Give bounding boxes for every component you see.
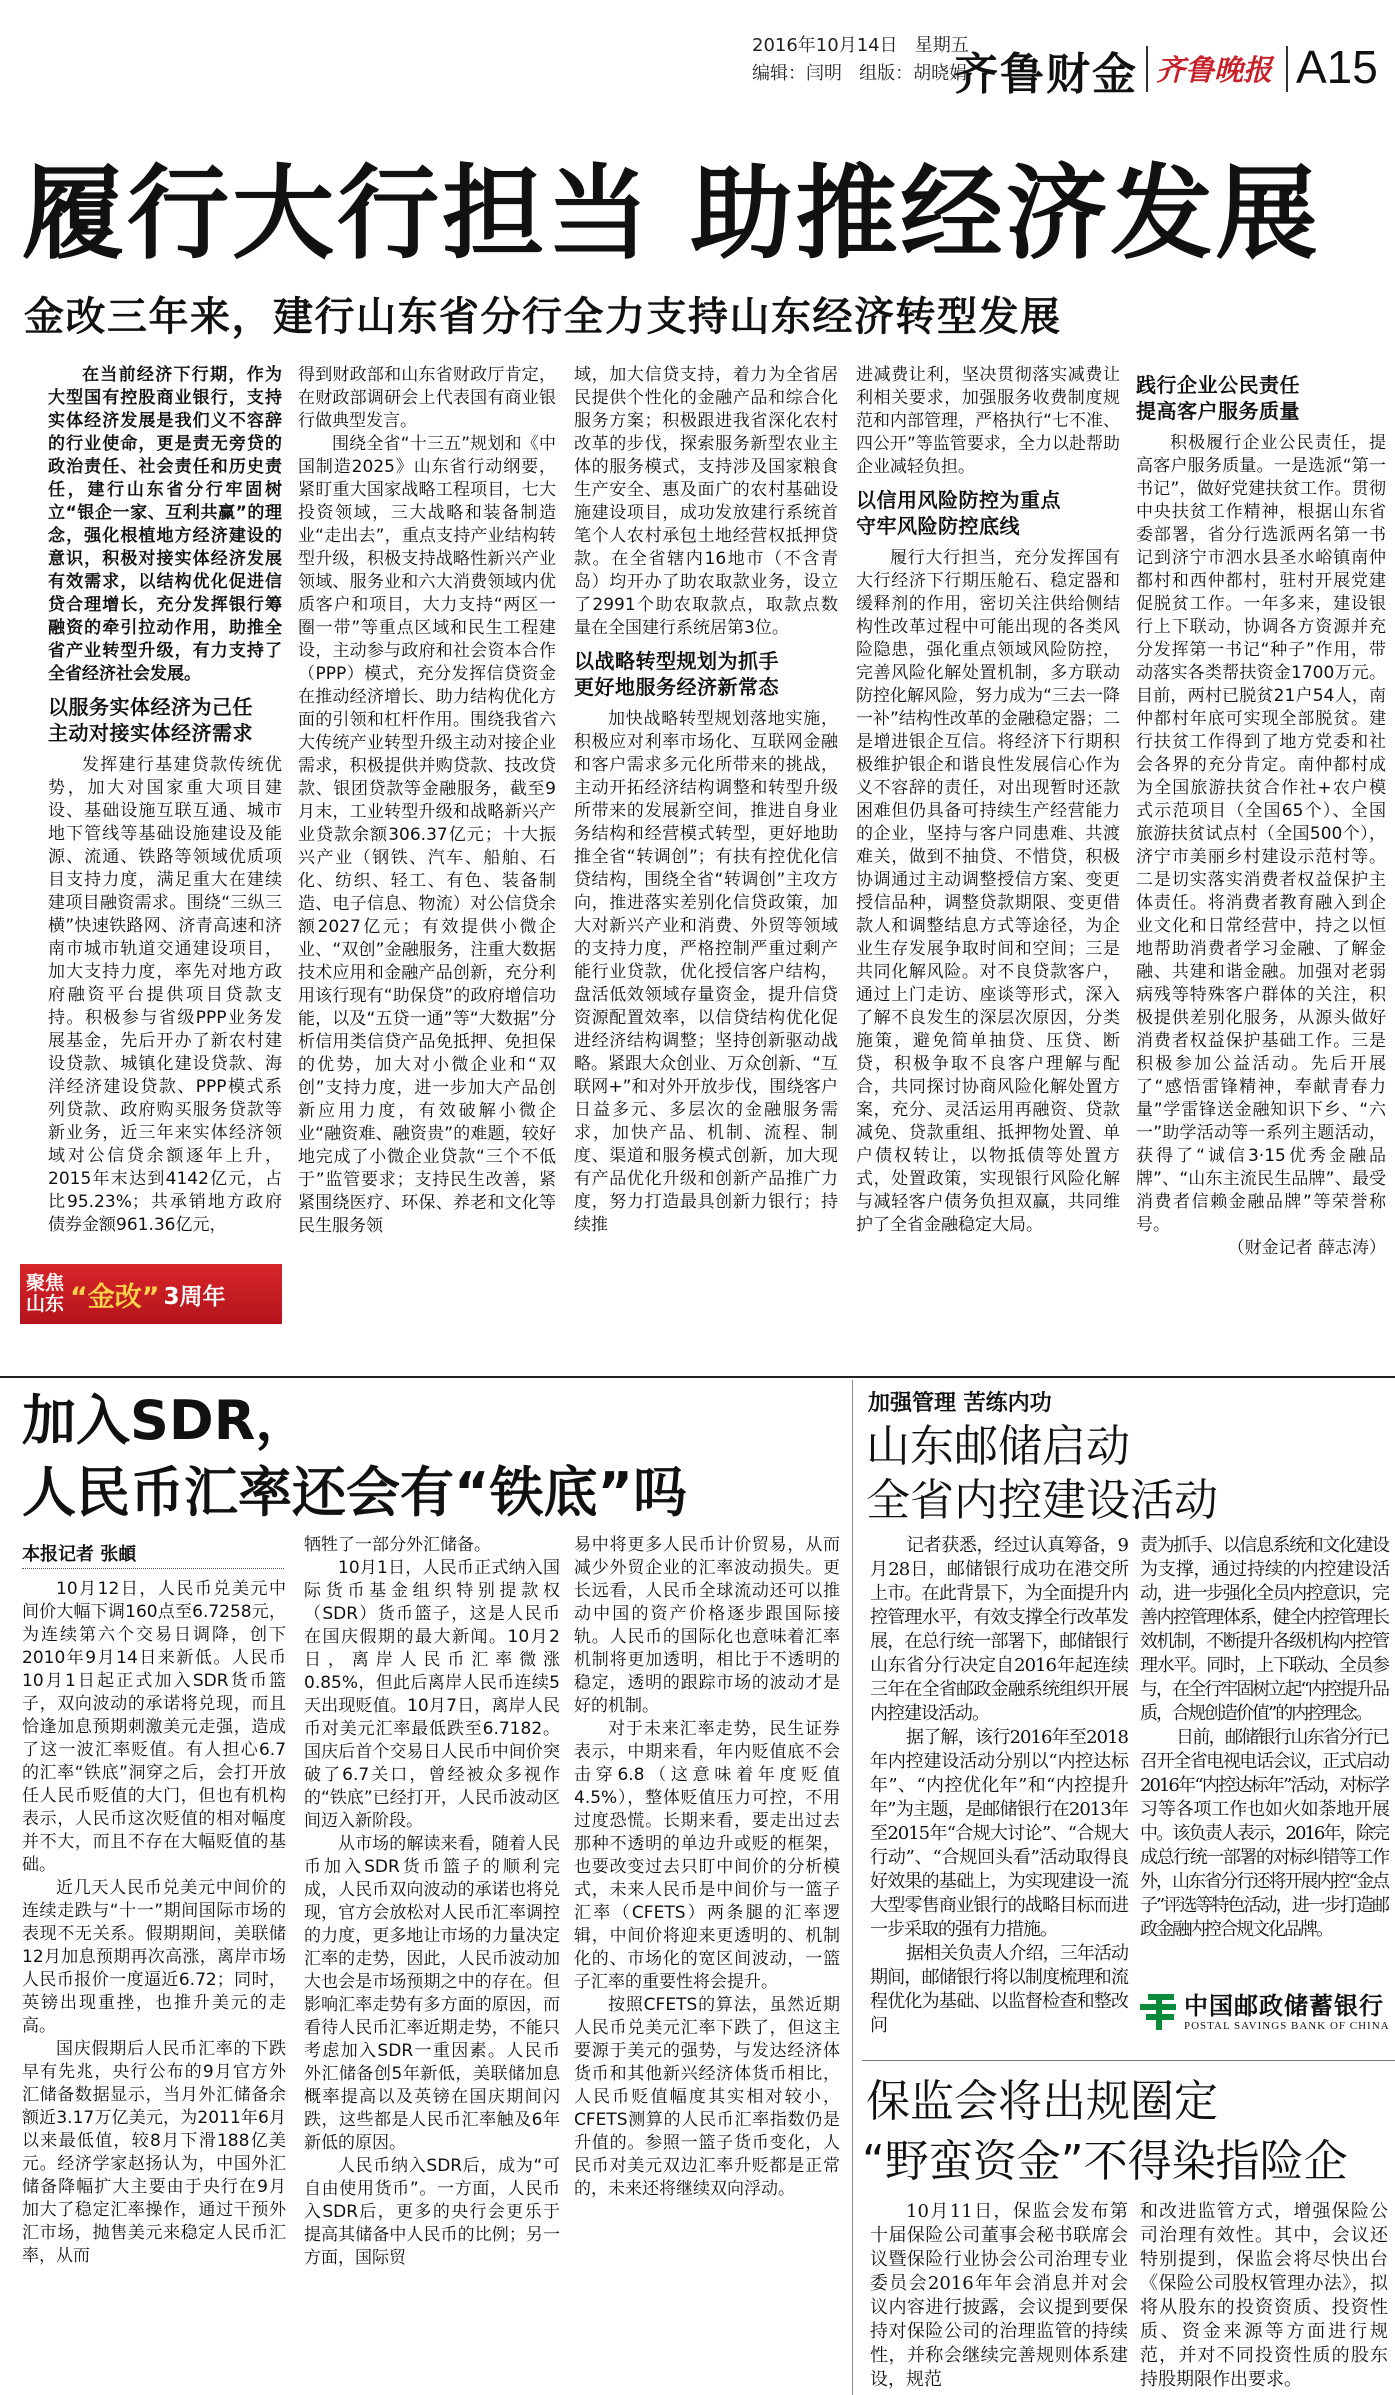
- article-column: [298, 364, 556, 1238]
- section-subheading: 践行企业公民责任 提高客户服务质量: [1136, 373, 1300, 423]
- article-headline: 保监会将出规圈定: [866, 2076, 1218, 2127]
- divider: [1286, 46, 1288, 92]
- psbc-logo: [1138, 1992, 1390, 2032]
- paragraph: 牺牲了一部分外汇储备。: [304, 1535, 491, 1555]
- article-column: [1140, 2200, 1388, 2392]
- article-column: [574, 1534, 840, 2201]
- paragraph: 日前，邮储银行山东省分行已召开全省电视电话会议，正式启动2016年“内控达标年”活动，对标学习等各项工作也如火如荼地开展中。该负责人表示，2016年，除完成总行统一部署的对标纠错等工作外，山东省分行还将开展内控“金点子”评选等特色活动，进一步打造邮政金融内控合规文化品牌。: [1140, 1727, 1388, 1940]
- article-column: [1136, 364, 1386, 1260]
- article-column: [870, 2200, 1128, 2392]
- article-column: [22, 1578, 286, 2268]
- banner-main: “金改”: [70, 1281, 160, 1313]
- editor-text: 编辑：闫明: [752, 63, 842, 84]
- paragraph: 围绕全省“十三五”规划和《中国制造2025》山东省行动纲要，紧盯重大国家战略工程项目，七大投资领域，三大战略和装备制造业“走出去”，重点支持产业结构转型升级，积极支持战略性新兴产业领域、服务业和六大消费领域内优质客户和项目，大力支持“两区一圈一带”等重点区域和民生工程建设，主动参与政府和社会资本合作（PPP）模式，充分发挥信贷资金在推动经济增长、助力结构优化方面的引领和杠杆作用。围绕我省六大传统产业转型升级主动对接企业需求，积极提供并购贷款、技改贷款、银团贷款等金融服务，截至9月末，工业转型升级和战略新兴产业贷款余额306.37亿元；十大振兴产业（钢铁、汽车、船舶、石化、纺织、轻工、有色、装备制造、电子信息、物流）对公信贷余额2027亿元；有效提供小微企业、“双创”金融服务，注重大数据技术应用和金融产品创新，充分利用该行现有“助保贷”的政府增信功能，以及“五贷一通”等“大数据”分析信用类信贷产品免抵押、免担保的优势，加大对小微企业和“双创”支持力度，进一步加大产品创新应用力度，有效破解小微企业“融资难、融资贵”的难题，较好地完成了小微企业贷款“三个不低于”监管要求；支持民生改善，紧紧围绕医疗、环保、养老和文化等民生服务领: [298, 434, 556, 1236]
- lead-paragraph: 在当前经济下行期，作为大型国有控股商业银行，支持实体经济发展是我们义不容辞的行业使命，更是责无旁贷的政治责任、社会责任和历史责任，建行山东省分行牢固树立“银企一家、互利共赢”的理念，强化根植地方经济建设的意识，积极对接实体经济发展有效需求，以结构优化促进信贷合理增长，充分发挥银行筹融资的牵引拉动作用，助推全省产业转型升级，有力支持了全省经济社会发展。: [48, 365, 282, 684]
- paragraph: 进减费让利，坚决贯彻落实减费让利相关要求，加强服务收费制度规范和内部管理，严格执行“七不准、四公开”等监管要求，全力以赴帮助企业减轻负担。: [856, 365, 1120, 477]
- article-headline: 人民币汇率还会有“铁底”吗: [22, 1461, 687, 1524]
- editor-credits: [752, 62, 967, 86]
- article-column: [574, 364, 838, 1237]
- paragraph: 责为抓手、以信息系统和文化建设为支撑，通过持续的内控建设活动，进一步强化全员内控意识，完善内控管理体系，健全内控管理长效机制，不断提升各级机构内控管理水平。同时，上下联动、全员参与，在全行牢固树立起“内控提升品质，合规创造价值”的内控理念。: [1140, 1535, 1388, 1724]
- article-column: [856, 364, 1120, 1237]
- article-headline: 履行大行担当 助推经济发展: [22, 155, 1321, 274]
- weekday-text: 星期五: [914, 35, 969, 56]
- banner-tail: 3周年: [163, 1283, 226, 1310]
- page-number: A15: [1296, 41, 1378, 93]
- section-title: 齐鲁财金: [954, 49, 1138, 100]
- article-headline: 加入SDR，: [22, 1389, 310, 1452]
- psbc-logo-cn: 中国邮政储蓄银行: [1184, 1991, 1384, 2020]
- paragraph: 加快战略转型规划落地实施，积极应对利率市场化、互联网金融和客户需求多元化所带来的挑战，主动开拓经济结构调整和转型升级所带来的发展新空间，推进自身业务结构和经营模式转型，更好地助推全省“转调创”；有扶有控优化信贷结构，围绕全省“转调创”主攻方向，推进落实差别化信贷政策，加大对新兴产业和消费、外贸等领域的支持力度，严格控制严重过剩产能行业贷款，优化授信客户结构，盘活低效领域存量资金，提升信贷资源配置效率，以信贷结构优化促进经济结构调整；坚持创新驱动战略。紧跟大众创业、万众创新、“互联网+”和对外开放步伐，围绕客户日益多元、多层次的金融服务需求，加快产品、机制、流程、制度、渠道和服务模式创新，加大现有产品优化升级和创新产品推广力度，努力打造最具创新力银行；持续推: [574, 709, 838, 1235]
- article-column: [870, 1534, 1128, 2038]
- paragraph: 按照CFETS的算法，虽然近期人民币兑美元汇率下跌了，但这主要源于美元的强势，与发达经济体货币和其他新兴经济体货币相比，人民币贬值幅度其实相对较小，CFETS测算的人民币汇率指数仍是升值的。参照一篮子货币变化，人民币对美元双边汇率升贬都是正常的，未来还将继续双向浮动。: [574, 1995, 840, 2199]
- section-subheading: 以战略转型规划为抓手 更好地服务经济新常态: [574, 649, 779, 699]
- banner-text: 山东: [26, 1293, 65, 1315]
- byline: 本报记者 张頔: [22, 1540, 284, 1569]
- article-headline: “野蛮资金”不得染指险企: [862, 2136, 1348, 2187]
- article-headline: 山东邮储启动: [866, 1421, 1130, 1472]
- section-rule: [862, 2060, 1395, 2061]
- article-column: [304, 1534, 560, 2270]
- article-column: [1140, 1534, 1388, 1942]
- paragraph: 从市场的解读来看，随着人民币加入SDR货币篮子的顺利完成，人民币双向波动的承诺也将兑现，官方会放松对人民币汇率调控的力度，更多地让市场的力量决定汇率的走势，因此，人民币波动加大也会是市场预期之中的存在。但影响汇率走势有多方面的原因，而看待人民币汇率近期走势，不能只考虑加入SDR一重因素。人民币外汇储备创5年新低，美联储加息概率提高以及英镑在国庆期间闪跌，这些都是人民币汇率触及6年新低的原因。: [304, 1834, 560, 2153]
- article-column: [48, 364, 282, 1237]
- article-kicker: 加强管理 苦练内功: [868, 1391, 1052, 1416]
- paragraph: 域，加大信贷支持，着力为全省居民提供个性化的金融产品和综合化服务方案；积极跟进我省深化农村改革的步伐，探索服务新型农业主体的服务模式，支持涉及国家粮食生产安全、惠及面广的农村基础设施建设项目，成功发放建行系统首笔个人农村承包土地经营权抵押贷款。在全省辖内16地市（不含青岛）均开办了助农取款业务，设立了2991个助农取款点，取款点数量在全国建行系统居第3位。: [574, 365, 838, 638]
- paragraph: 近几天人民币兑美元中间价的连续走跌与“十一”期间国际市场的表现不无关系。假期期间，美联储12月加息预期再次高涨，离岸市场人民币报价一度逼近6.72；同时，英镑出现重挫，也推升美元的走高。: [22, 1878, 286, 2036]
- paragraph: 人民币纳入SDR后，成为“可自由使用货币”。一方面，人民币入SDR后，更多的央行会更乐于提高其储备中人民币的比例；另一方面，国际贸: [304, 2156, 560, 2268]
- article-subheadline: 金改三年来，建行山东省分行全力支持山东经济转型发展: [24, 294, 1062, 340]
- section-subheading: 以信用风险防控为重点 守牢风险防控底线: [856, 488, 1061, 538]
- paragraph: 记者获悉，经过认真筹备，9月28日，邮储银行成功在港交所上市。在此背景下，为全面提升内控管理水平，有效支撑全行改革发展，在总行统一部署下，邮储银行山东省分行决定自2016年起连续三年在全省邮政金融系统组织开展内控建设活动。: [870, 1535, 1128, 1724]
- column-rule: [852, 1380, 853, 2395]
- byline: （财金记者 薛志涛）: [1227, 1238, 1386, 1258]
- psbc-emblem-icon: [1138, 1992, 1178, 2032]
- date-text: 2016年10月14日: [752, 35, 898, 56]
- paragraph: 对于未来汇率走势，民生证券表示，中期来看，年内贬值底不会击穿6.8（这意味着年度贬值4.5%），整体贬值压力可控，不用过度恐慌。长期来看，要走出过去那种不透明的单边升或贬的框架，也要改变过去只盯中间价的分析模式，未来人民币是中间价与一篮子汇率（CFETS）两条腿的汇率逻辑，中间价将迎来更透明的、机制化的、市场化的宽区间波动，一篮子汇率的重要性将会提升。: [574, 1719, 840, 1992]
- paragraph: 10月1日，人民币正式纳入国际货币基金组织特别提款权（SDR）货币篮子，这是人民币在国庆假期的最大新闻。10月2日，离岸人民币汇率微涨0.85%，但此后离岸人民币连续5天出现贬值。10月7日，离岸人民币对美元汇率最低跌至6.7182。国庆后首个交易日人民币中间价突破了6.7关口，曾经被众多视作的“铁底”已经打开，人民币波动区间迈入新阶段。: [304, 1558, 560, 1831]
- paragraph: 发挥建行基建贷款传统优势，加大对国家重大项目建设、基础设施互联互通、城市地下管线等基础设施建设及能源、流通、铁路等领域优质项目支持力度，满足重大在建续建项目融资需求。围绕“三纵三横”快速铁路网、济青高速和济南市城市轨道交通建设项目，加大支持力度，率先对地方政府融资平台提供项目贷款支持。积极参与省级PPP业务发展基金，先后开办了新农村建设贷款、城镇化建设贷款、海洋经济建设贷款、PPP模式系列贷款、政府购买服务贷款等新业务，近三年来实体经济领域对公信贷余额逐年上升，2015年末达到4142亿元，占比95.23%；共承销地方政府债券金额961.36亿元，: [48, 755, 282, 1235]
- paragraph: 据了解，该行2016年至2018年内控建设活动分别以“内控达标年”、“内控优化年”和“内控提升年”为主题，是邮储银行在2013年至2015年“合规大讨论”、“合规大行动”、“合规回头看”活动取得良好效果的基础上，为实现建设一流大型零售商业银行的战略目标而进一步采取的强有力措施。: [870, 1727, 1128, 1940]
- paragraph: 易中将更多人民币计价贸易，从而减少外贸企业的汇率波动损失。更长远看，人民币全球流动还可以推动中国的资产价格逐步跟国际接轨。人民币的国际化也意味着汇率机制将更加透明，相比于不透明的稳定，透明的跟踪市场的波动才是好的机制。: [574, 1535, 840, 1716]
- psbc-logo-en: POSTAL SAVINGS BANK OF CHINA: [1184, 2020, 1390, 2032]
- paragraph: 国庆假期后人民币汇率的下跌早有先兆，央行公布的9月官方外汇储备数据显示，当月外汇储备余额近3.17万亿美元，为2011年6月以来最低值，较8月下滑188亿美元。经济学家赵扬认为，中国外汇储备降幅扩大主要由于央行在9月加大了稳定汇率操作，通过干预外汇市场，抛售美元来稳定人民币汇率，从而: [22, 2039, 286, 2266]
- layout-text: 组版：胡晓娟: [859, 63, 968, 84]
- paragraph: 得到财政部和山东省财政厅肯定，在财政部调研会上代表国有商业银行做典型发言。: [298, 365, 556, 431]
- paragraph: 履行大行担当，充分发挥国有大行经济下行期压舱石、稳定器和缓释剂的作用，密切关注供给侧结构性改革过程中可能出现的各类风险隐患，强化重点领域风险防控，完善风险化解处置机制，多方联动防控化解风险，努力成为“三去一降一补”结构性改革的金融稳定器；二是增进银企互信。将经济下行期积极维护银企和谐良性发展信心作为义不容辞的责任，对出现暂时还款困难但仍具备可持续生产经营能力的企业，坚持与客户同患难、共渡难关，做到不抽贷、不惜贷，积极协调通过主动调整授信方案、变更授信品种，调整贷款期限、变更借款人和调整结息方式等途径，为企业生存发展争取时间和空间；三是共同化解风险。对不良贷款客户，通过上门走访、座谈等形式，深入了解不良发生的深层次原因，分类施策，避免简单抽贷、压贷、断贷，积极争取不良客户理解与配合，共同探讨协商风险化解处置方案，充分、灵活运用再融资、贷款减免、贷款重组、抵押物处置、单户债权转让，以物抵债等处置方式，处置政策，实现银行风险化解与减轻客户债务负担双赢，共同维护了全省金融稳定大局。: [856, 548, 1120, 1235]
- banner-text: 聚焦: [26, 1272, 65, 1294]
- paragraph: 积极履行企业公民责任，提高客户服务质量。一是选派“第一书记”，做好党建扶贫工作。贯彻中央扶贫工作精神，根据山东省委部署，省分行选派两名第一书记到济宁市泗水县圣水峪镇南仲都村和西仲都村，驻村开展党建促脱贫工作。一年多来，建设银行上下联动，协调各方资源并充分发挥第一书记“种子”作用，带动落实各类帮扶资金1700万元。目前，两村已脱贫21户54人，南仲都村年底可实现全部脱贫。建行扶贫工作得到了地方党委和社会各界的充分肯定。南仲都村成为全国旅游扶贫合作社+农户模式示范项目（全国65个）、全国旅游扶贫试点村（全国500个），济宁市美丽乡村建设示范村等。二是切实落实消费者权益保护主体责任。将消费者教育融入到企业文化和日常经营中，持之以恒地帮助消费者学习金融、了解金融、共建和谐金融。加强对老弱病残等特殊客户群体的关注，积极提供差别化服务，从源头做好消费者权益保护基础工作。三是积极参加公益活动。先后开展了“感悟雷锋精神，奉献青春力量”学雷锋送金融知识下乡、“六一”助学活动等一系列主题活动，获得了“诚信3·15优秀金融品牌”、“山东主流民生品牌”、最受消费者信赖金融品牌”等荣誉称号。: [1136, 433, 1386, 1235]
- section-rule: [0, 1376, 1395, 1378]
- paragraph: 和改进监管方式，增强保险公司治理有效性。其中，会议还特别提到，保监会将尽快出台《保险公司股权管理办法》，拟将从股东的投资资质、投资性质、资金来源等方面进行规范，并对不同投资性质的股东持股期限作出要求。: [1140, 2201, 1388, 2390]
- series-banner: [20, 1264, 282, 1324]
- article-headline: 全省内控建设活动: [866, 1475, 1218, 1526]
- paper-logo: 齐鲁晚报: [1156, 53, 1273, 87]
- paragraph: 10月11日，保监会发布第十届保险公司董事会秘书联席会议暨保险行业协会公司治理专业委员会2016年年会消息并对会议内容进行披露，会议提到要保持对保险公司的治理监管的持续性，并称会继续完善规则体系建设，规范: [870, 2201, 1128, 2390]
- divider: [1146, 46, 1148, 92]
- paragraph: 10月12日，人民币兑美元中间价大幅下调160点至6.7258元，为连续第六个交易日调降，创下2010年9月14日来新低。人民币10月1日起正式加入SDR货币篮子，双向波动的承诺将兑现，而且恰逢加息预期刺激美元走强，造成了这一波汇率贬值。有人担心6.7的汇率“铁底”洞穿之后，会打开放任人民币贬值的大门，但也有机构表示，人民币这次贬值的相对幅度并不大，而且不存在大幅贬值的基础。: [22, 1579, 286, 1875]
- issue-date: [752, 34, 969, 58]
- paragraph: 据相关负责人介绍，三年活动期间，邮储银行将以制度梳理和流程优化为基础、以监督检查和整改问: [870, 1943, 1128, 2036]
- section-subheading: 以服务实体经济为己任 主动对接实体经济需求: [48, 695, 253, 745]
